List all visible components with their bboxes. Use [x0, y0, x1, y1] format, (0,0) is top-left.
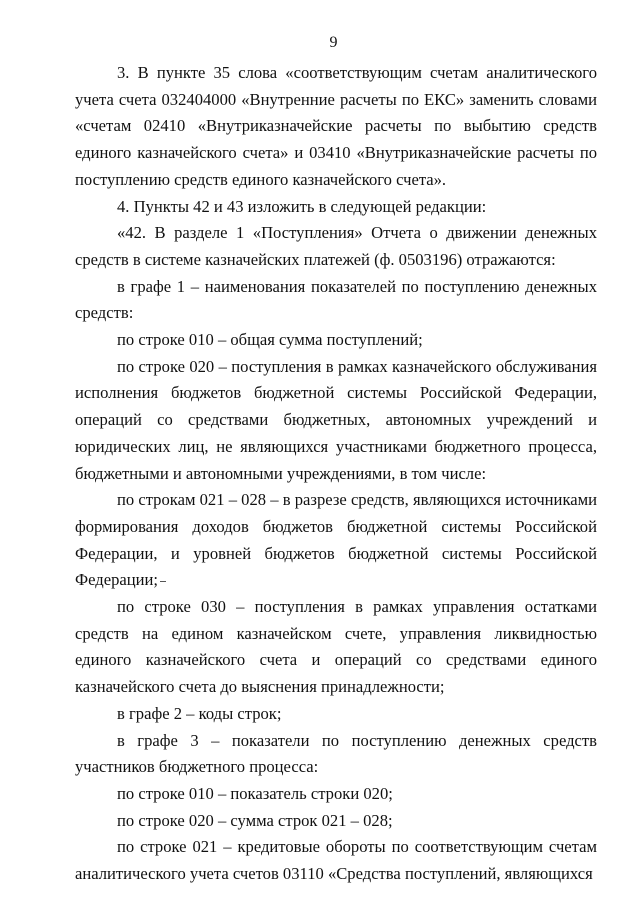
paragraph-lines-021-028 [75, 487, 597, 594]
paragraph-lines-021-028-text: по строкам 021 – 028 – в разрезе средств, являющихся источниками формирования доходов бюджетов бюджетной системы Российской Федерации, и уровней бюджетов бюджетной системы Российской Федерации; [75, 490, 597, 590]
paragraph-item-4-amendment: 4. Пункты 42 и 43 изложить в следующей редакции: [117, 196, 487, 216]
paragraph-column-3: в графе 3 – показатели по поступлению денежных средств участников бюджетного процесса: [75, 730, 597, 777]
paragraph-line-020: по строке 020 – поступления в рамках казначейского обслуживания исполнения бюджетов бюджетной системы Российской Федерации, операций со средствами бюджетных, автономных учреждений и юридических лиц, не являющихся участниками бюджетного процесса, бюджетными и автономными учреждениями, в том числе: [75, 356, 597, 483]
paragraph-point-42-intro: «42. В разделе 1 «Поступления» Отчета о движении денежных средств в системе казначейских платежей (ф. 0503196) отражаются: [75, 223, 597, 269]
paragraph-column-2: в графе 2 – коды строк; [117, 703, 282, 723]
paragraph-col3-line-021: по строке 021 – кредитовые обороты по соответствующим счетам аналитического учета счетов 03110 «Средства поступлений, являющихся [75, 837, 597, 884]
page-number: 9 [329, 34, 338, 51]
paragraph-col3-line-010: по строке 010 – показатель строки 020; [117, 783, 393, 803]
paragraph-line-030: по строке 030 – поступления в рамках управления остатками средств на едином казначейском счете, управления ликвидностью единого казначейского счета и операций со средствами единого казначейского счета до выяснения принадлежности; [75, 597, 597, 697]
paragraph-line-010: по строке 010 – общая сумма поступлений; [117, 330, 423, 350]
paragraph-column-1: в графе 1 – наименования показателей по поступлению денежных средств: [75, 276, 597, 323]
paragraph-col3-line-020: по строке 020 – сумма строк 021 – 028; [117, 810, 393, 830]
stray-mark [160, 581, 166, 582]
paragraph-item-3-amendment: 3. В пункте 35 слова «соответствующим счетам аналитического учета счета 032404000 «Внутренние расчеты по ЕКС» заменить словами «счетам 02410 «Внутриказначейские расчеты по выбытию средств единого казначейского счета» и 03410 «Внутриказначейские расчеты по поступлению средств единого казначейского счета». [75, 63, 597, 189]
document-body [75, 60, 597, 888]
